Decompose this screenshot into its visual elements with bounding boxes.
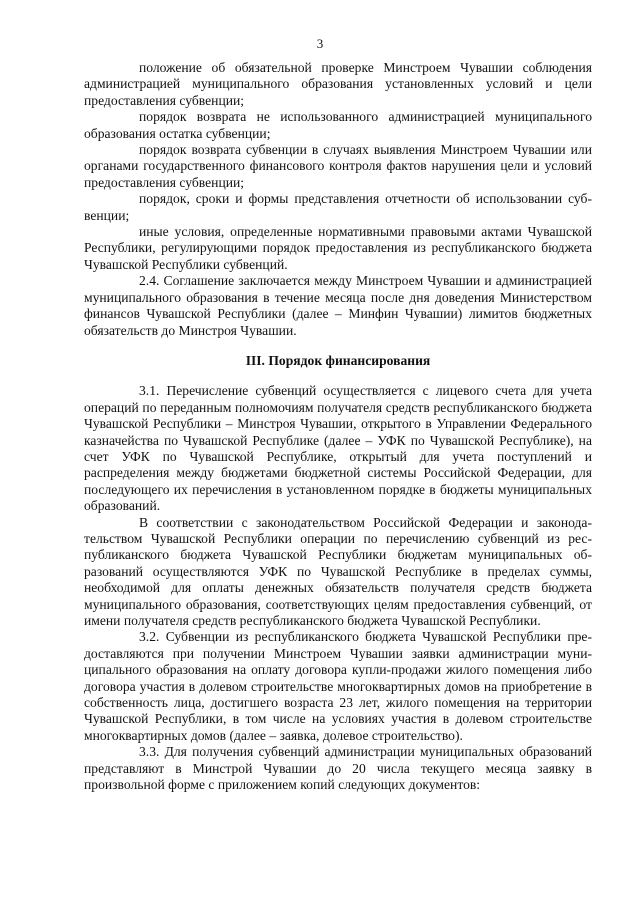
paragraph: 3.2. Субвенции из республиканского бюджета Чувашской Республики предоставляются при получении Минстроем Чувашии заявки администрации муниципального образования на оплату договора купли-продажи жилого помещения либо договора участия в долевом строительстве многоквартирных домов на приобретение в собственность лица, достигшего возраста 23 лет, жилого помещения на территории Чувашской Республики, в том числе на условиях участия в долевом строительстве многоквартирных домов (далее – заявка, долевое строительство). [84, 629, 592, 743]
paragraph: иные условия, определенные нормативными правовыми актами Чувашской Республики, регулирующими порядок предоставления из республиканского бюджета Чувашской Республики субвенций. [84, 224, 592, 272]
paragraph: В соответствии с законодательством Российской Федерации и законодательством Чувашской Республики операции по перечислению субвенций из республиканского бюджета Чувашской Республики бюджетам муниципальных образований осуществляются УФК по Чувашской Республике в пределах суммы, необходимой для оплаты денежных обязательств получателя средств бюджета муниципального образования, соответствующих целям предоставления субвенций, от имени получателя средств республиканского бюджета Чувашской Республики. [84, 514, 592, 628]
page-number: 3 [316, 36, 324, 51]
paragraph: порядок возврата субвенции в случаях выявления Минстроем Чувашии или органами государственного финансового контроля фактов нарушения цели и условий предоставления субвенции; [84, 142, 592, 190]
paragraph: положение об обязательной проверке Минстроем Чувашии соблюдения администрацией муниципального образования установленных условий и цели предоставления субвенции; [84, 60, 592, 108]
section-heading: III. Порядок финансирования [245, 352, 431, 368]
paragraph: 2.4. Соглашение заключается между Минстроем Чувашии и администрацией муниципального образования в течение месяца после дня доведения Министерством финансов Чувашской Республики (далее – Минфин Чувашии) лимитов бюджетных обязательств до Минстроя Чувашии. [84, 273, 592, 338]
paragraph: 3.1. Перечисление субвенций осуществляется с лицевого счета для учета операций по переданным полномочиям получателя средств республиканского бюджета Чувашской Республики – Минстроя Чувашии, открытого в Управлении Федерального казначейства по Чувашской Республике (далее – УФК по Чувашской Республике), на счет УФК по Чувашской Республике, открытый для учета поступлений и распределения между бюджетами бюджетной системы Российской Федерации, для последующего их перечисления в установленном порядке в бюджеты муниципальных образований. [84, 383, 592, 514]
paragraph: порядок, сроки и формы представления отчетности об использовании субвенции; [84, 191, 592, 223]
paragraph: порядок возврата не использованного администрацией муниципального образования остатка субвенции; [84, 109, 592, 141]
paragraph: 3.3. Для получения субвенций администрации муниципальных образований представляют в Минстрой Чувашии до 20 числа текущего месяца заявку в произвольной форме с приложением копий следующих документов: [84, 744, 592, 793]
document-body [84, 60, 592, 793]
